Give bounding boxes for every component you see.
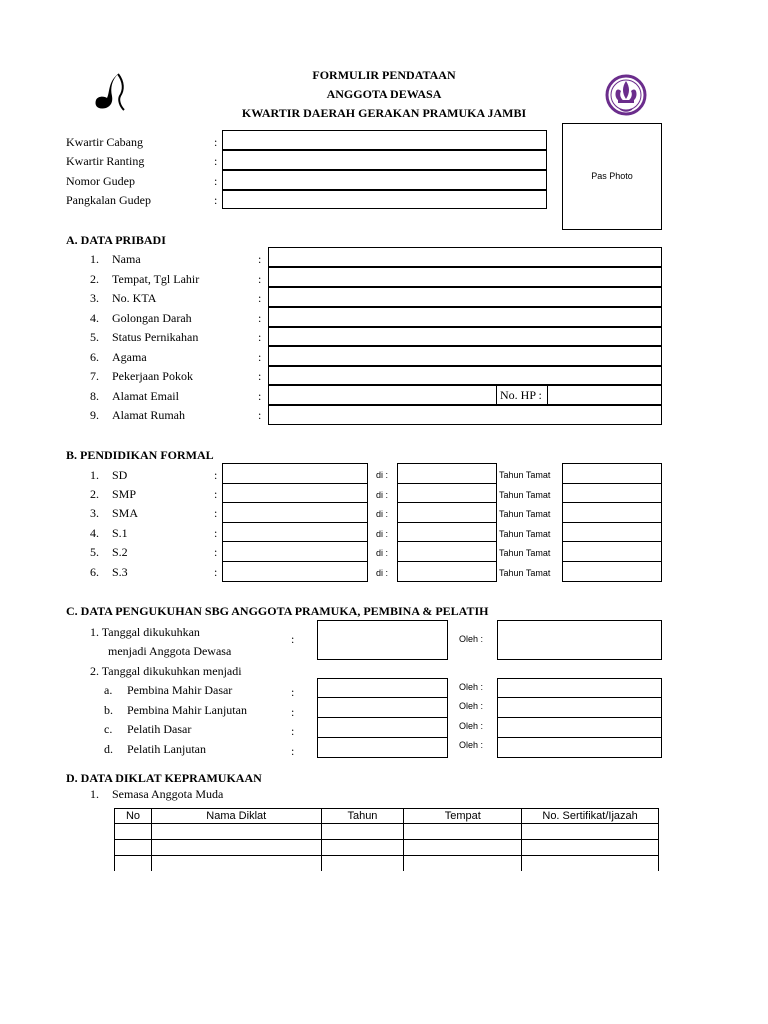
nama-label: Nama: [112, 252, 141, 266]
pembina-mahir-dasar-label: Pembina Mahir Dasar: [127, 683, 233, 697]
table-cell[interactable]: [151, 824, 321, 840]
s3-school-field[interactable]: [222, 561, 368, 582]
smp-label: SMP: [112, 487, 137, 501]
sub-letter: a.: [104, 683, 113, 697]
colon: :: [291, 724, 295, 738]
sub-letter: d.: [104, 742, 113, 756]
colon: :: [258, 408, 262, 422]
col-tempat-header: Tempat: [404, 809, 522, 824]
tahun-tamat-label: Tahun Tamat: [499, 568, 551, 578]
section-a-title: A. DATA PRIBADI: [66, 233, 166, 247]
tahun-tamat-label: Tahun Tamat: [499, 529, 551, 539]
photo-box[interactable]: [562, 123, 662, 230]
colon: :: [214, 174, 218, 188]
item-num: 8.: [90, 389, 99, 403]
oleh-label: Oleh :: [459, 740, 484, 750]
no-hp-label: No. HP :: [500, 388, 542, 402]
colon: :: [214, 565, 218, 579]
no-kta-label: No. KTA: [112, 291, 157, 305]
nomor-gudep-label: Nomor Gudep: [66, 174, 135, 188]
di-label: di :: [376, 509, 389, 519]
semasa-anggota-muda-label: Semasa Anggota Muda: [112, 787, 224, 801]
agama-field[interactable]: [268, 346, 662, 366]
sd-label: SD: [112, 468, 128, 482]
kwartir-cabang-label: Kwartir Cabang: [66, 135, 143, 149]
pekerjaan-pokok-field[interactable]: [268, 366, 662, 385]
item-num: 2.: [90, 272, 99, 286]
smp-school-field[interactable]: [222, 483, 368, 503]
s2-year-field[interactable]: [562, 541, 662, 562]
table-cell[interactable]: [404, 856, 522, 872]
pelatih-lanjutan-date-field[interactable]: [317, 737, 448, 758]
s3-place-field[interactable]: [397, 561, 497, 582]
section-d-title: D. DATA DIKLAT KEPRAMUKAAN: [66, 771, 262, 785]
alamat-email-field[interactable]: [268, 385, 497, 405]
colon: :: [214, 526, 218, 540]
section-c-title: C. DATA PENGUKUHAN SBG ANGGOTA PRAMUKA, PEMBINA & PELATIH: [66, 604, 489, 618]
col-nama-diklat-header: Nama Diklat: [151, 809, 321, 824]
table-cell[interactable]: [151, 840, 321, 856]
colon: :: [291, 632, 295, 646]
table-cell[interactable]: [151, 856, 321, 872]
colon: :: [258, 350, 262, 364]
s1-place-field[interactable]: [397, 522, 497, 542]
alamat-email-label: Alamat Email: [112, 389, 179, 403]
pekerjaan-pokok-label: Pekerjaan Pokok: [112, 369, 193, 383]
colon: :: [258, 252, 262, 266]
colon: :: [258, 311, 262, 325]
colon: :: [214, 487, 218, 501]
colon: :: [258, 291, 262, 305]
table-cell[interactable]: [115, 856, 152, 872]
colon: :: [214, 468, 218, 482]
pembina-mahir-lanjutan-date-field[interactable]: [317, 697, 448, 718]
form-title: FORMULIR PENDATAAN: [312, 68, 456, 82]
nama-field[interactable]: [268, 247, 662, 267]
item-num: 3.: [90, 291, 99, 305]
no-kta-field[interactable]: [268, 287, 662, 307]
oleh-label: Oleh :: [459, 682, 484, 692]
table-cell[interactable]: [522, 840, 659, 856]
agama-label: Agama: [112, 350, 147, 364]
section-b-title: B. PENDIDIKAN FORMAL: [66, 448, 214, 462]
colon: :: [258, 369, 262, 383]
table-header-row: [115, 809, 659, 824]
s2-place-field[interactable]: [397, 541, 497, 562]
sma-label: SMA: [112, 506, 139, 520]
item-num: 4.: [90, 311, 99, 325]
table-cell[interactable]: [404, 840, 522, 856]
s1-label: S.1: [112, 526, 128, 540]
s2-school-field[interactable]: [222, 541, 368, 562]
item1-line2: menjadi Anggota Dewasa: [108, 644, 232, 658]
s1-school-field[interactable]: [222, 522, 368, 542]
s2-label: S.2: [112, 545, 128, 559]
status-pernikahan-label: Status Pernikahan: [112, 330, 199, 344]
s3-year-field[interactable]: [562, 561, 662, 582]
di-label: di :: [376, 529, 389, 539]
colon: :: [214, 506, 218, 520]
sub-letter: b.: [104, 703, 113, 717]
no-hp-label-cell: [496, 385, 548, 405]
diklat-table: [114, 808, 659, 871]
item-num: 7.: [90, 369, 99, 383]
di-label: di :: [376, 568, 389, 578]
item-num: 2.: [90, 487, 99, 501]
pembina-mahir-lanjutan-oleh-field[interactable]: [497, 697, 662, 718]
table-cell[interactable]: [115, 840, 152, 856]
col-sertifikat-header: No. Sertifikat/Ijazah: [522, 809, 659, 824]
table-row: [115, 824, 659, 840]
table-cell[interactable]: [115, 824, 152, 840]
oleh-label: Oleh :: [459, 634, 484, 644]
pembina-mahir-dasar-oleh-field[interactable]: [497, 678, 662, 698]
status-pernikahan-field[interactable]: [268, 327, 662, 346]
item-num: 1.: [90, 468, 99, 482]
pelatih-lanjutan-oleh-field[interactable]: [497, 737, 662, 758]
form-subtitle: ANGGOTA DEWASA: [326, 87, 442, 101]
di-label: di :: [376, 548, 389, 558]
item-num: 4.: [90, 526, 99, 540]
tanggal-anggota-dewasa-field[interactable]: [317, 620, 448, 660]
pembina-mahir-dasar-date-field[interactable]: [317, 678, 448, 698]
item2-label: 2. Tanggal dikukuhkan menjadi: [90, 664, 242, 678]
pangkalan-gudep-label: Pangkalan Gudep: [66, 193, 151, 207]
di-label: di :: [376, 490, 389, 500]
colon: :: [258, 389, 262, 403]
item-num: 1.: [90, 252, 99, 266]
alamat-rumah-label: Alamat Rumah: [112, 408, 185, 422]
table-cell[interactable]: [321, 840, 404, 856]
sma-year-field[interactable]: [562, 502, 662, 523]
table-cell[interactable]: [321, 824, 404, 840]
item-num: 6.: [90, 565, 99, 579]
s3-label: S.3: [112, 565, 128, 579]
golongan-darah-label: Golongan Darah: [112, 311, 192, 325]
colon: :: [258, 330, 262, 344]
oleh-label: Oleh :: [459, 721, 484, 731]
sub-letter: c.: [104, 722, 113, 736]
tahun-tamat-label: Tahun Tamat: [499, 490, 551, 500]
smp-place-field[interactable]: [397, 483, 497, 503]
tempat-tgl-lahir-label: Tempat, Tgl Lahir: [112, 272, 200, 286]
table-cell[interactable]: [321, 856, 404, 872]
colon: :: [214, 135, 218, 149]
oleh-label: Oleh :: [459, 701, 484, 711]
sd-school-field[interactable]: [222, 463, 368, 484]
no-hp-field[interactable]: [547, 385, 662, 405]
table-row: [115, 840, 659, 856]
kwartir-ranting-label: Kwartir Ranting: [66, 154, 145, 168]
colon: :: [258, 272, 262, 286]
colon: :: [214, 193, 218, 207]
oleh-anggota-dewasa-field[interactable]: [497, 620, 662, 660]
table-cell[interactable]: [522, 824, 659, 840]
col-no-header: No: [115, 809, 152, 824]
item-num: 5.: [90, 545, 99, 559]
golongan-darah-field[interactable]: [268, 307, 662, 327]
item-num: 9.: [90, 408, 99, 422]
item-num: 3.: [90, 506, 99, 520]
photo-label: Pas Photo: [591, 171, 633, 181]
pelatih-dasar-label: Pelatih Dasar: [127, 722, 192, 736]
colon: :: [291, 705, 295, 719]
s1-year-field[interactable]: [562, 522, 662, 542]
pelatih-dasar-date-field[interactable]: [317, 717, 448, 738]
tahun-tamat-label: Tahun Tamat: [499, 509, 551, 519]
sma-place-field[interactable]: [397, 502, 497, 523]
tahun-tamat-label: Tahun Tamat: [499, 548, 551, 558]
colon: :: [291, 744, 295, 758]
col-tahun-header: Tahun: [321, 809, 404, 824]
pangkalan-gudep-field[interactable]: [222, 190, 547, 209]
kwartir-cabang-field[interactable]: [222, 130, 547, 150]
kwartir-ranting-field[interactable]: [222, 150, 547, 170]
colon: :: [214, 154, 218, 168]
table-cell[interactable]: [522, 856, 659, 872]
table-row: [115, 856, 659, 872]
tahun-tamat-label: Tahun Tamat: [499, 470, 551, 480]
pelatih-lanjutan-label: Pelatih Lanjutan: [127, 742, 206, 756]
pembina-mahir-lanjutan-label: Pembina Mahir Lanjutan: [127, 703, 247, 717]
di-label: di :: [376, 470, 389, 480]
item1-line1: 1. Tanggal dikukuhkan: [90, 625, 200, 639]
sd-place-field[interactable]: [397, 463, 497, 484]
form-organization: KWARTIR DAERAH GERAKAN PRAMUKA JAMBI: [241, 106, 527, 120]
pelatih-dasar-oleh-field[interactable]: [497, 717, 662, 738]
nomor-gudep-field[interactable]: [222, 170, 547, 190]
item-num: 6.: [90, 350, 99, 364]
table-cell[interactable]: [404, 824, 522, 840]
sd-year-field[interactable]: [562, 463, 662, 484]
tempat-tgl-lahir-field[interactable]: [268, 267, 662, 287]
colon: :: [214, 545, 218, 559]
alamat-rumah-field[interactable]: [268, 405, 662, 425]
item-num: 5.: [90, 330, 99, 344]
smp-year-field[interactable]: [562, 483, 662, 503]
sma-school-field[interactable]: [222, 502, 368, 523]
item-num: 1.: [90, 787, 99, 801]
colon: :: [291, 685, 295, 699]
